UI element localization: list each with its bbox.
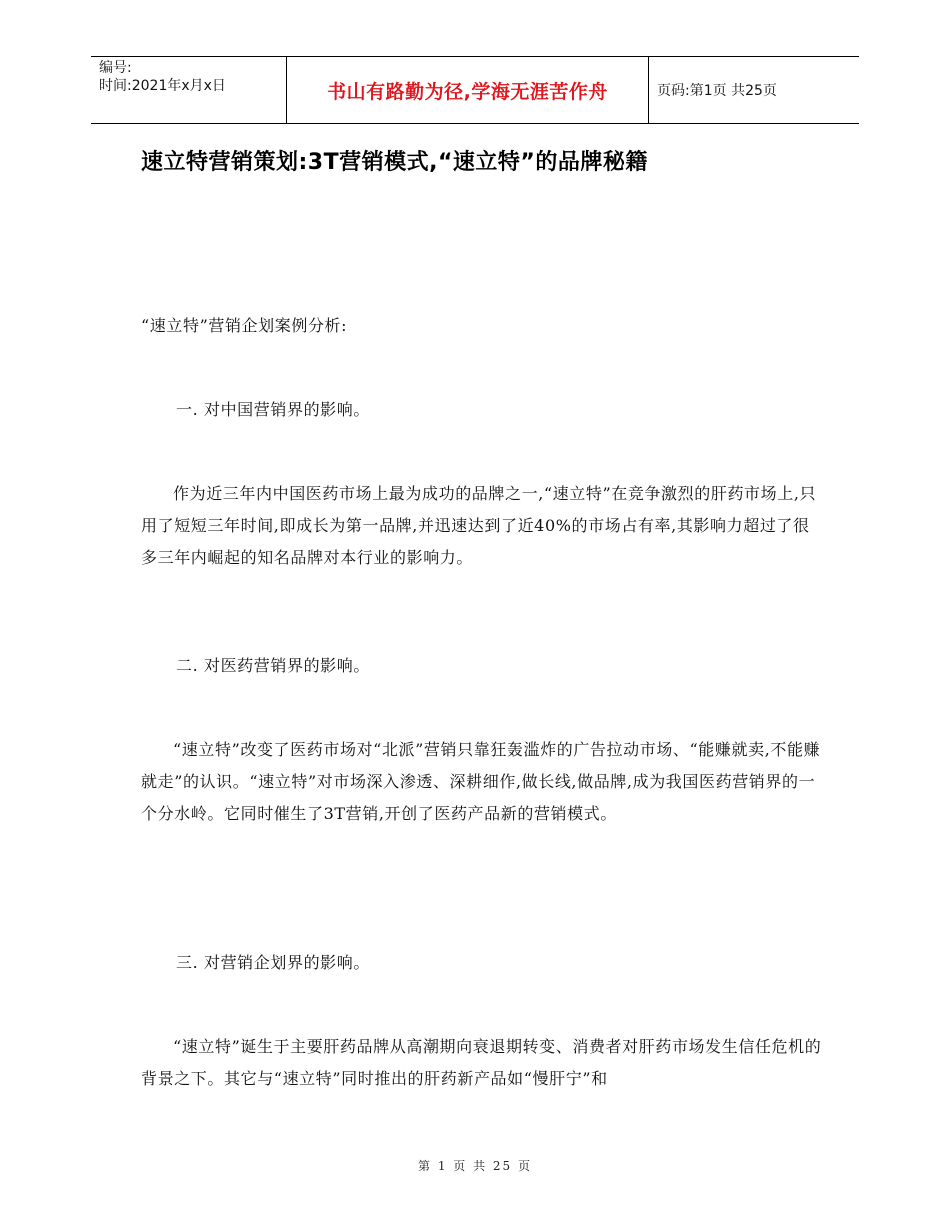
section-paragraph-3: “速立特”诞生于主要肝药品牌从高潮期向衰退期转变、消费者对肝药市场发生信任危机的背景之下。其它与“速立特”同时推出的肝药新产品如“慢肝宁”和 (141, 1037, 822, 1088)
header-divider (648, 57, 649, 123)
section-paragraph-2: “速立特”改变了医药市场对“北派”营销只靠狂轰滥炸的广告拉动市场、“能赚就卖,不能赚就走”的认识。“速立特”对市场深入渗透、深耕细作,做长线,做品牌,成为我国医药营销界的一个分水岭。它同时催生了3T营销,开创了医药产品新的营销模式。 (141, 740, 821, 823)
header-table (91, 56, 859, 124)
document-title: 速立特营销策划:3T营销模式,“速立特”的品牌秘籍 (141, 150, 648, 175)
section-heading-2: 二. 对医药营销界的影响。 (176, 656, 370, 675)
time-label: 时间:2021年x月x日 (99, 78, 226, 94)
header-meta (99, 59, 289, 95)
section-heading-1: 一. 对中国营销界的影响。 (176, 400, 370, 419)
header-motto: 书山有路勤为径,学海无涯苦作舟 (327, 80, 608, 103)
section-heading-3: 三. 对营销企划界的影响。 (176, 953, 370, 972)
number-label: 编号: (99, 60, 132, 76)
section-paragraph-1: 作为近三年内中国医药市场上最为成功的品牌之一,“速立特”在竞争激烈的肝药市场上,只用了短短三年时间,即成长为第一品牌,并迅速达到了近40%的市场占有率,其影响力超过了很多三年内崛起的知名品牌对本行业的影响力。 (141, 484, 817, 567)
intro-line: “速立特”营销企划案例分析: (141, 316, 348, 335)
page-footer: 第 1 页 共 25 页 (418, 1159, 532, 1173)
header-page-info: 页码:第1页 共25页 (657, 83, 777, 99)
